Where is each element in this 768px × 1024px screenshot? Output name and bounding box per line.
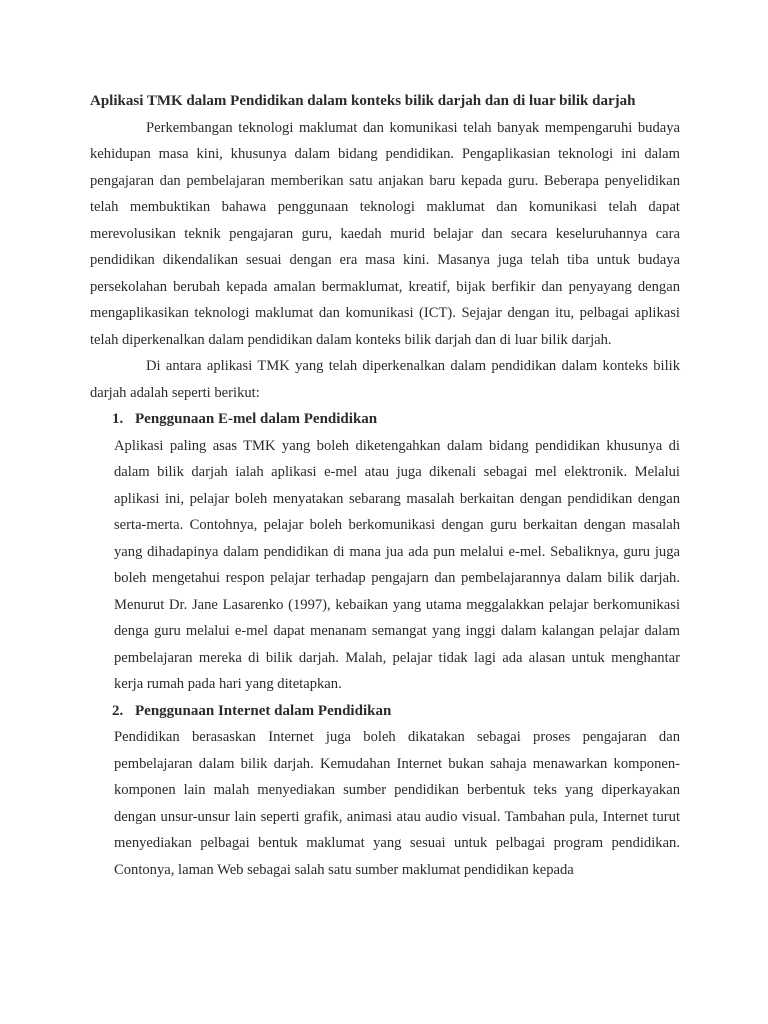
section-internet — [90, 698, 680, 884]
document-page — [90, 88, 680, 883]
section-body: Pendidikan berasaskan Internet juga boleh dikatakan sebagai proses pengajaran dan pembelajaran dalam bilik darjah. Kemudahan Internet bukan sahaja menawarkan komponen-komponen lain malah menyediakan sumber pendidikan berbentuk teks yang diperkayakan dengan unsur-unsur lain seperti grafik, animasi atau audio visual. Tambahan pula, Internet turut menyediakan pelbagai bentuk maklumat yang sesuai untuk pelbagai program pendidikan. Contonya, laman Web sebagai salah satu sumber maklumat pendidikan kepada — [114, 729, 680, 878]
document-title: Aplikasi TMK dalam Pendidikan dalam konteks bilik darjah dan di luar bilik darjah — [90, 93, 636, 109]
section-heading — [90, 406, 680, 433]
section-number: 1. — [112, 411, 124, 427]
section-heading-text: Penggunaan Internet dalam Pendidikan — [135, 702, 392, 719]
section-heading — [90, 698, 680, 725]
section-email — [90, 406, 680, 698]
intro-paragraph: Di antara aplikasi TMK yang telah diperkenalkan dalam pendidikan dalam konteks bilik darjah adalah seperti berikut: — [90, 358, 680, 401]
section-heading-text: Penggunaan E-mel dalam Pendidikan — [135, 411, 378, 427]
section-number: 2. — [112, 702, 124, 719]
section-body: Aplikasi paling asas TMK yang boleh diketengahkan dalam bidang pendidikan khusunya di dalam bilik darjah ialah aplikasi e-mel atau juga dikenali sebagai mel elektronik. Melalui aplikasi ini, pelajar boleh menyatakan sebarang masalah berkaitan dengan pendidikan dengan serta-merta. Contohnya, pelajar boleh berkomunikasi dengan guru berkaitan dengan masalah yang dihadapinya dalam pendidikan di mana jua ada pun melalui e-mel. Sebaliknya, guru juga boleh mengetahui respon pelajar terhadap pengajarn dan pembelajarannya dalam bilik darjah. Menurut Dr. Jane Lasarenko (1997), kebaikan yang utama meggalakkan pelajar berkomunikasi denga guru melalui e-mel dapat menanam semangat yang inggi dalam kalangan pelajar dalam pembelajaran mereka di bilik darjah. Malah, pelajar tidak lagi ada alasan untuk menghantar kerja rumah pada hari yang ditetapkan. — [114, 437, 680, 692]
intro-paragraph: Perkembangan teknologi maklumat dan komunikasi telah banyak mempengaruhi budaya kehidupan masa kini, khusunya dalam bidang pendidikan. Pengaplikasian teknologi ini dalam pengajaran dan pembelajaran memberikan satu anjakan baru kepada guru. Beberapa penyelidikan telah membuktikan bahawa penggunaan teknologi maklumat dan komunikasi telah dapat merevolusikan teknik pengajaran guru, kaedah murid belajar dan secara keseluruhannya cara pendidikan dikendalikan sesuai dengan era masa kini. Masanya juga telah tiba untuk budaya persekolahan berubah kepada amalan bermaklumat, kreatif, bijak berfikir dan penyayang dengan mengaplikasikan teknologi maklumat dan komunikasi (ICT). Sejajar dengan itu, pelbagai aplikasi telah diperkenalkan dalam pendidikan dalam konteks bilik darjah dan di luar bilik darjah. — [90, 119, 680, 348]
